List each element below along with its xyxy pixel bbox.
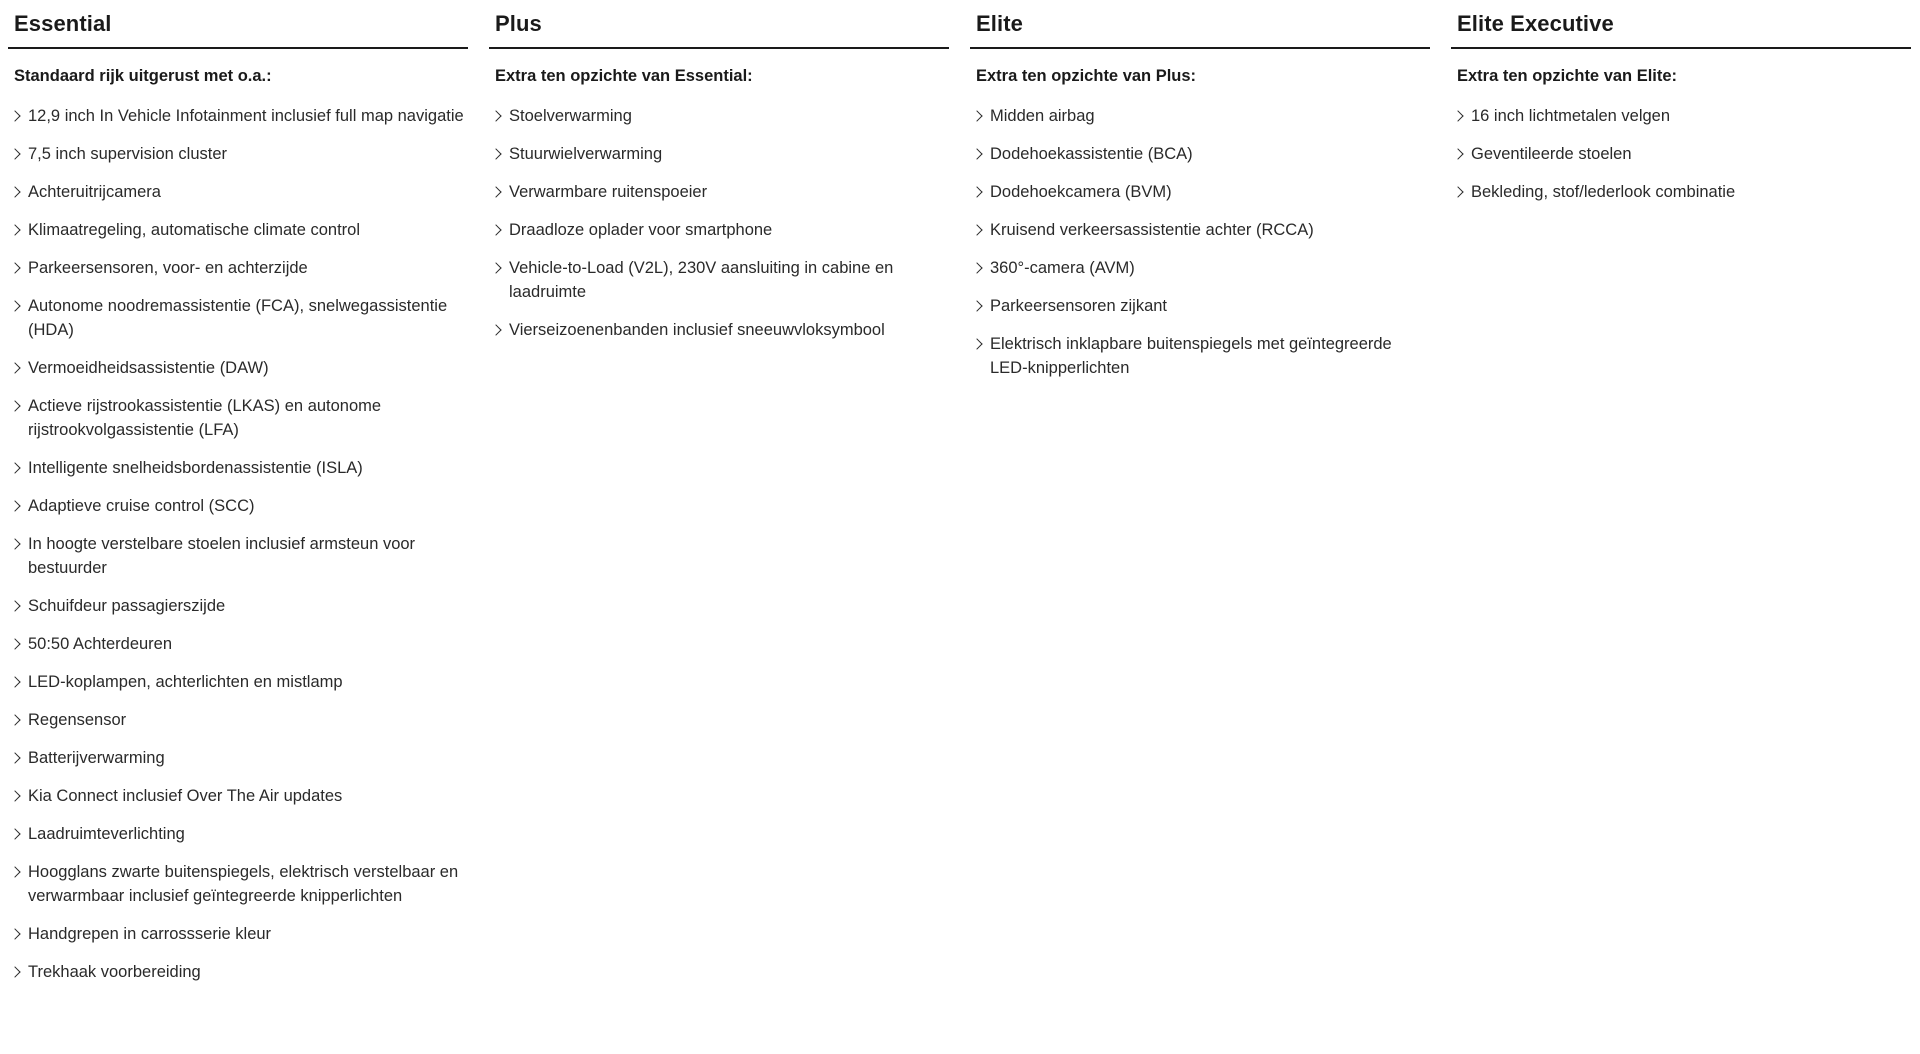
trim-column-elite-executive — [1451, 0, 1911, 218]
chevron-right-icon — [9, 186, 20, 197]
chevron-right-icon — [9, 966, 20, 977]
feature-text: Verwarmbare ruitenspoeier — [509, 183, 708, 201]
feature-item — [495, 318, 949, 342]
chevron-right-icon — [9, 676, 20, 687]
feature-item — [14, 746, 468, 770]
feature-text: Bekleding, stof/lederlook combinatie — [1471, 183, 1736, 201]
feature-item — [14, 670, 468, 694]
chevron-right-icon — [971, 148, 982, 159]
feature-item — [14, 294, 468, 342]
chevron-right-icon — [9, 500, 20, 511]
chevron-right-icon — [9, 638, 20, 649]
trim-title: Essential — [14, 11, 112, 36]
chevron-right-icon — [9, 224, 20, 235]
chevron-right-icon — [490, 110, 501, 121]
feature-text: LED-koplampen, achterlichten en mistlamp — [28, 673, 343, 691]
chevron-right-icon — [9, 790, 20, 801]
feature-text: 50:50 Achterdeuren — [28, 635, 173, 653]
feature-text: 7,5 inch supervision cluster — [28, 145, 228, 163]
chevron-right-icon — [971, 186, 982, 197]
chevron-right-icon — [9, 752, 20, 763]
feature-item — [14, 356, 468, 380]
feature-item — [14, 960, 468, 984]
feature-text: Geventileerde stoelen — [1471, 145, 1632, 163]
feature-list — [1451, 104, 1911, 204]
feature-text: Trekhaak voorbereiding — [28, 963, 201, 981]
feature-item — [976, 142, 1430, 166]
feature-text: Schuifdeur passagierszijde — [28, 597, 226, 615]
trim-title: Plus — [495, 11, 542, 36]
feature-item — [495, 104, 949, 128]
trim-subtitle: Extra ten opzichte van Plus: — [976, 67, 1197, 85]
feature-text: Intelligente snelheidsbordenassistentie (ISLA) — [28, 459, 363, 477]
feature-text: Kia Connect inclusief Over The Air updates — [28, 787, 343, 805]
feature-item — [14, 180, 468, 204]
feature-item — [14, 922, 468, 946]
feature-text: Laadruimteverlichting — [28, 825, 185, 843]
feature-text: 12,9 inch In Vehicle Infotainment inclusief full map navigatie — [28, 107, 464, 125]
feature-item — [14, 142, 468, 166]
feature-text: Klimaatregeling, automatische climate control — [28, 221, 360, 239]
feature-item — [495, 218, 949, 242]
feature-text: Kruisend verkeersassistentie achter (RCCA) — [990, 221, 1314, 239]
chevron-right-icon — [1452, 110, 1463, 121]
feature-text: Vehicle-to-Load (V2L), 230V aansluiting in cabine en laadruimte — [509, 259, 894, 301]
chevron-right-icon — [9, 866, 20, 877]
trim-subtitle: Extra ten opzichte van Elite: — [1457, 67, 1678, 85]
feature-text: Draadloze oplader voor smartphone — [509, 221, 773, 239]
feature-text: Regensensor — [28, 711, 127, 729]
feature-text: Handgrepen in carrossserie kleur — [28, 925, 272, 943]
chevron-right-icon — [9, 538, 20, 549]
trim-column-elite — [970, 0, 1430, 394]
chevron-right-icon — [9, 928, 20, 939]
feature-item — [14, 860, 468, 908]
feature-item — [14, 594, 468, 618]
trim-column-essential — [8, 0, 468, 998]
chevron-right-icon — [9, 262, 20, 273]
feature-item — [1457, 104, 1911, 128]
chevron-right-icon — [971, 300, 982, 311]
chevron-right-icon — [490, 262, 501, 273]
feature-list — [970, 104, 1430, 380]
feature-text: Stoelverwarming — [509, 107, 632, 125]
feature-item — [14, 256, 468, 280]
feature-item — [14, 494, 468, 518]
feature-item — [14, 708, 468, 732]
chevron-right-icon — [9, 362, 20, 373]
feature-text: Adaptieve cruise control (SCC) — [28, 497, 255, 515]
feature-text: Batterijverwarming — [28, 749, 165, 767]
feature-text: 16 inch lichtmetalen velgen — [1471, 107, 1671, 125]
feature-item — [14, 822, 468, 846]
feature-item — [495, 142, 949, 166]
feature-item — [495, 180, 949, 204]
feature-text: Stuurwielverwarming — [509, 145, 663, 163]
chevron-right-icon — [490, 148, 501, 159]
feature-item — [1457, 180, 1911, 204]
chevron-right-icon — [9, 400, 20, 411]
chevron-right-icon — [9, 600, 20, 611]
feature-text: Actieve rijstrookassistentie (LKAS) en autonome rijstrookvolgassistentie (LFA) — [28, 397, 382, 439]
chevron-right-icon — [971, 224, 982, 235]
feature-item — [976, 104, 1430, 128]
feature-text: Parkeersensoren zijkant — [990, 297, 1168, 315]
feature-item — [14, 532, 468, 580]
feature-item — [14, 456, 468, 480]
trim-title: Elite Executive — [1457, 11, 1614, 36]
feature-item — [14, 104, 468, 128]
feature-text: Hoogglans zwarte buitenspiegels, elektrisch verstelbaar en verwarmbaar inclusief geïntegreerde knipperlichten — [28, 863, 459, 905]
chevron-right-icon — [1452, 186, 1463, 197]
chevron-right-icon — [490, 186, 501, 197]
trim-column-plus — [489, 0, 949, 356]
feature-text: Autonome noodremassistentie (FCA), snelwegassistentie (HDA) — [28, 297, 448, 339]
feature-text: Dodehoekassistentie (BCA) — [990, 145, 1193, 163]
feature-item — [14, 218, 468, 242]
feature-text: In hoogte verstelbare stoelen inclusief armsteun voor bestuurder — [28, 535, 416, 577]
chevron-right-icon — [971, 262, 982, 273]
feature-item — [976, 294, 1430, 318]
feature-item — [976, 180, 1430, 204]
chevron-right-icon — [9, 300, 20, 311]
trim-subtitle: Standaard rijk uitgerust met o.a.: — [14, 67, 272, 85]
feature-text: Parkeersensoren, voor- en achterzijde — [28, 259, 308, 277]
chevron-right-icon — [1452, 148, 1463, 159]
feature-text: Achteruitrijcamera — [28, 183, 161, 201]
chevron-right-icon — [971, 338, 982, 349]
feature-text: Elektrisch inklapbare buitenspiegels met geïntegreerde LED-knipperlichten — [990, 335, 1392, 377]
chevron-right-icon — [490, 324, 501, 335]
chevron-right-icon — [9, 462, 20, 473]
feature-item — [976, 332, 1430, 380]
feature-text: Midden airbag — [990, 107, 1095, 125]
feature-text: Vermoeidheidsassistentie (DAW) — [28, 359, 269, 377]
feature-item — [976, 256, 1430, 280]
chevron-right-icon — [9, 110, 20, 121]
feature-item — [14, 784, 468, 808]
feature-item — [14, 632, 468, 656]
feature-text: Dodehoekcamera (BVM) — [990, 183, 1172, 201]
feature-item — [1457, 142, 1911, 166]
feature-item — [495, 256, 949, 304]
feature-list — [8, 104, 468, 984]
chevron-right-icon — [490, 224, 501, 235]
trim-subtitle: Extra ten opzichte van Essential: — [495, 67, 753, 85]
feature-list — [489, 104, 949, 342]
feature-item — [976, 218, 1430, 242]
feature-text: 360°-camera (AVM) — [990, 259, 1135, 277]
chevron-right-icon — [9, 148, 20, 159]
feature-item — [14, 394, 468, 442]
chevron-right-icon — [971, 110, 982, 121]
trim-title: Elite — [976, 11, 1023, 36]
feature-text: Vierseizoenenbanden inclusief sneeuwvloksymbool — [509, 321, 885, 339]
chevron-right-icon — [9, 714, 20, 725]
chevron-right-icon — [9, 828, 20, 839]
